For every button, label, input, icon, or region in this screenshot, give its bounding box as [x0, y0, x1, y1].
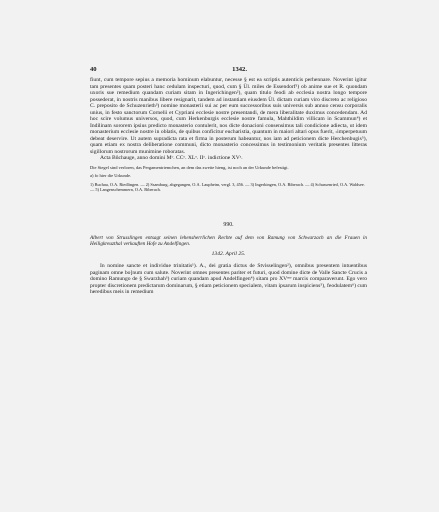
document-text	[90, 77, 367, 162]
textual-note: a) fo hier die Urkunde.	[90, 172, 132, 178]
charter-paragraph: fiunt, cum tempore sepius a memoria hominum elabuntur, necesse § est ea scriptis autenticis perhennare. Noverint igitur tam presentes quam posteri hanc cedulam inspecturi, quod, cum § Ül. miles de Essendorf¹) ob anime sue et R. quondam uxoris sue remedium quandam curiam sitam in Ingerichingen²), quam titulo feodi ab ecclesia nostra longo tempore possederat, in nostris manibus libere resignarit, tandem ad instantiam eiusdem Ül. dictam curiam viro discreto ac religioso C. preposito de Schuzenrieth³) nomine monasterii sui ac per eum successoribus suis universis sub annuo censu corporalis unius, in festo sanctorum Cornelii et Cypriani ecclesie nostre presentandi, de mera liberalitate duximus concedendam. Ad hoc scire volumus universos, quod, cum Herkenburgis ecclesie nostre famula, Mahthildim villicam in Scammun⁴) et Indilinam sororem ipsius predicto monasterio contulerit, nos dicte donacioni consensimus tali condicione adiecta, ut idem monasterium ecclesie nostre in oblatis, de quibus conficitur eucharistia, quantum in maiori altari opus fuerit, ‹imperpetuum debeat deservire. Ut autem supradicta rata et firma in posterum habeantur, nos iam ad peticionem dicte Herchenbugis⁵), quam etiam ex nostra deliberatione communi, dicto monasterio concessimus in testimonium veritatis presentes litteras sigillorum nostrorum munimine roboratas.	[90, 77, 367, 155]
page	[90, 66, 367, 296]
page-number: 40	[90, 66, 97, 73]
document-text-2	[90, 263, 367, 296]
running-year: 1342.	[232, 66, 247, 73]
page-header	[90, 66, 367, 73]
footnotes: 1) Buchau, O.A. Riedlingen. — 2) Ssamburg, abgegangen, O.A. Laupheim, vergl. 3, 456. — 3) Ingerkingen, O.A. Biberach. — 4) Schussenried, O.A. Waldsee. — 5) Langenschemmern, O.A. Biberach.	[90, 181, 365, 192]
source-note: Die Siegel sind verloren, das Pergamentriemchen, an dem das zweite hieng, ist noch an der Urkunde befestigt.	[90, 164, 289, 170]
document-date: 1342. April 25.	[211, 251, 246, 258]
charter-paragraph-2: In nomine sancte et individue trinitatis¹). A., dei gratia dictus de Stvisselingen²), omnibus presentem intuentibus paginam omne bo]num cum salute. Noverint omnes presentes pariter et futuri, quod domine dicte de Valle Sancte Crucis a domino Ramungo de § Swarzhah³) curiam quandam apud Andelfingen⁴) sitam pro XVᵐᵉ marcis comparaverunt. Ego vero propter discretionem predictarum dominarum, § etiam peticionem specialem, vitam ipsarum inspiciens⁵), feodulatem⁶) cum heredibus meis in remedium	[90, 263, 367, 296]
document-summary: Albert von Strusslingen entsagt seinen lehensherrlichen Rechte auf dem von Ramung von Schwarzach an die Frauen in Heiligkreuzthal verkauften Hofe zu Andelfingen.	[90, 234, 367, 248]
charter-dating: Acta Bůchauge, anno domini Mᵒ. CCᵒ. XLᵒ. IIᵒ. indictione XVᵃ.	[100, 155, 243, 161]
document-number: 990.	[223, 221, 234, 228]
